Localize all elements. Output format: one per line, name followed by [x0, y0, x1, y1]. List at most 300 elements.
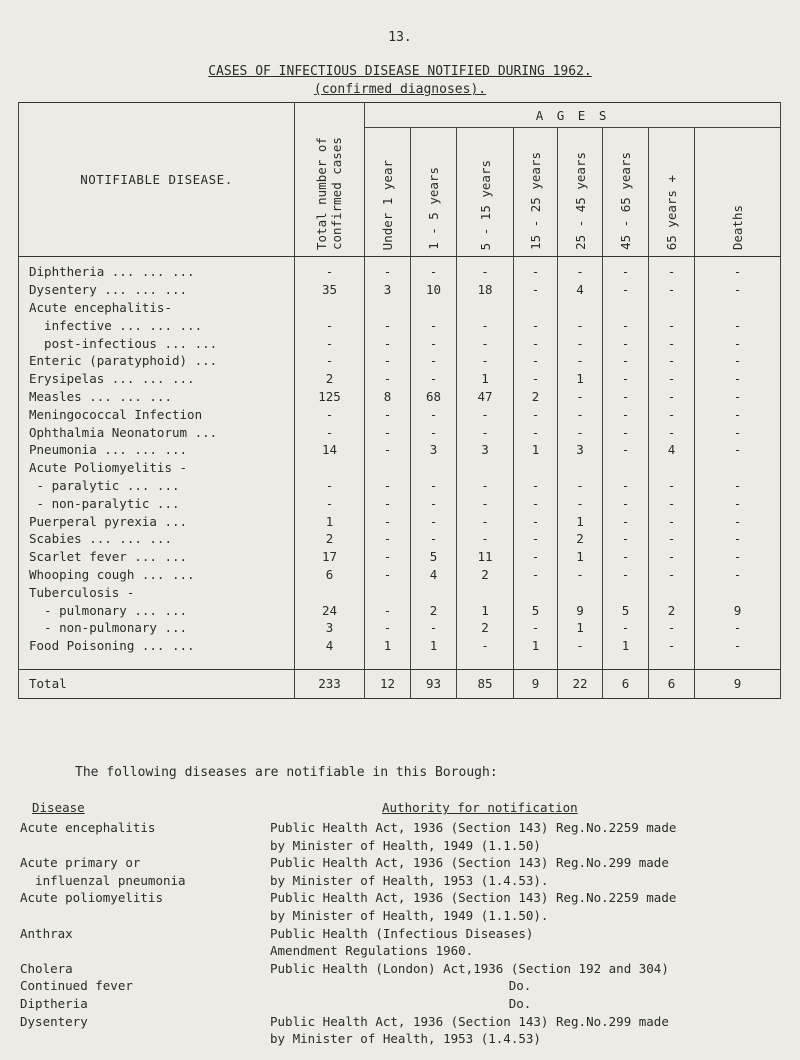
age-count-cell: -: [603, 530, 649, 548]
notifiable-note: The following diseases are notifiable in this Borough:: [75, 765, 498, 780]
age-count-cell: -: [411, 334, 457, 352]
age-count-cell: -: [411, 316, 457, 334]
disease-name-cell: - non-paralytic ...: [19, 494, 295, 512]
age-count-cell: -: [457, 530, 514, 548]
age-count-cell: 1: [558, 619, 603, 637]
deaths-cell: [695, 459, 781, 477]
age-count-cell: -: [649, 316, 695, 334]
age-count-cell: -: [514, 530, 558, 548]
age-count-cell: [514, 459, 558, 477]
table-row: [19, 459, 781, 477]
table-row: [19, 566, 781, 584]
total-cases-cell: -: [295, 494, 365, 512]
disease-name-cell: Scabies ... ... ...: [19, 530, 295, 548]
deaths-cell: -: [695, 494, 781, 512]
authority-disease: Acute encephalitis: [20, 820, 156, 835]
total-value-cell: 9: [695, 669, 781, 698]
deaths-cell: -: [695, 548, 781, 566]
authority-row: [0, 926, 800, 944]
age-count-cell: -: [558, 257, 603, 281]
total-cases-cell: -: [295, 477, 365, 495]
age-count-cell: -: [649, 566, 695, 584]
age-count-cell: [649, 299, 695, 317]
table-row: [19, 388, 781, 406]
disease-name-cell: Whooping cough ... ...: [19, 566, 295, 584]
age-count-cell: [603, 583, 649, 601]
age-count-cell: 1: [365, 637, 411, 655]
total-cases-cell: 24: [295, 601, 365, 619]
table-row: [19, 257, 781, 281]
age-count-cell: -: [457, 257, 514, 281]
age-count-cell: [457, 299, 514, 317]
age-count-cell: -: [365, 257, 411, 281]
age-count-cell: 1: [558, 548, 603, 566]
age-count-cell: [411, 299, 457, 317]
age-count-cell: -: [411, 257, 457, 281]
deaths-cell: -: [695, 619, 781, 637]
age-count-cell: -: [514, 512, 558, 530]
page-subtitle: [0, 82, 800, 97]
age-count-cell: -: [603, 405, 649, 423]
age-count-cell: -: [649, 494, 695, 512]
age-count-cell: 1: [558, 512, 603, 530]
age-count-cell: -: [603, 388, 649, 406]
age-count-cell: -: [603, 494, 649, 512]
age-count-cell: -: [514, 423, 558, 441]
age-count-cell: -: [457, 423, 514, 441]
age-count-cell: -: [365, 530, 411, 548]
table-row: [19, 423, 781, 441]
age-count-cell: -: [603, 619, 649, 637]
authority-row: [0, 1014, 800, 1032]
authority-text: Do.: [508, 995, 532, 1011]
age-column-header-text: Under 1 year: [380, 159, 395, 250]
disease-name-cell: - non-pulmonary ...: [19, 619, 295, 637]
age-count-cell: -: [457, 334, 514, 352]
total-cases-cell: 35: [295, 281, 365, 299]
total-value-cell: 6: [603, 669, 649, 698]
ages-header: A G E S: [365, 103, 781, 128]
age-column-header: [457, 128, 514, 257]
age-count-cell: 1: [514, 441, 558, 459]
authority-disease: Acute poliomyelitis: [20, 890, 163, 906]
age-column-header: [411, 128, 457, 257]
age-count-cell: [365, 583, 411, 601]
age-count-cell: -: [365, 352, 411, 370]
age-count-cell: -: [411, 512, 457, 530]
table-row: [19, 441, 781, 459]
age-count-cell: -: [365, 566, 411, 584]
age-count-cell: -: [558, 423, 603, 441]
spacer-cell: [411, 655, 457, 670]
page-title: [0, 64, 800, 79]
age-count-cell: -: [558, 352, 603, 370]
disease-column-header: NOTIFIABLE DISEASE.: [19, 103, 295, 257]
age-count-cell: 9: [558, 601, 603, 619]
age-count-cell: -: [365, 370, 411, 388]
age-count-cell: -: [649, 257, 695, 281]
age-count-cell: [649, 459, 695, 477]
disease-name-cell: post-infectious ... ...: [19, 334, 295, 352]
age-count-cell: -: [603, 257, 649, 281]
age-count-cell: 5: [603, 601, 649, 619]
age-column-header-text: 5 - 15 years: [477, 159, 493, 250]
age-count-cell: -: [603, 352, 649, 370]
table-row: [19, 637, 781, 655]
age-count-cell: 2: [514, 388, 558, 406]
deaths-cell: -: [695, 257, 781, 281]
disease-name-cell: Meningococcal Infection: [19, 405, 295, 423]
age-count-cell: 18: [457, 281, 514, 299]
total-value-cell: 9: [514, 669, 558, 698]
age-column-header-text: 1 - 5 years: [426, 167, 441, 250]
age-count-cell: -: [649, 405, 695, 423]
age-count-cell: 1: [514, 637, 558, 655]
age-count-cell: [365, 299, 411, 317]
age-count-cell: 1: [558, 370, 603, 388]
age-count-cell: 10: [411, 281, 457, 299]
deaths-cell: -: [695, 334, 781, 352]
table-row: [19, 477, 781, 495]
total-cases-cell: 2: [295, 370, 365, 388]
age-count-cell: -: [411, 370, 457, 388]
table-row: [19, 370, 781, 388]
age-count-cell: -: [457, 477, 514, 495]
age-count-cell: -: [365, 601, 411, 619]
disease-name-cell: Measles ... ... ...: [19, 388, 295, 406]
authority-row: [0, 961, 800, 979]
disease-name-cell: Puerperal pyrexia ...: [19, 512, 295, 530]
table-row: [19, 494, 781, 512]
age-count-cell: -: [457, 494, 514, 512]
disease-name-cell: Enteric (paratyphoid) ...: [19, 352, 295, 370]
disease-name-cell: Scarlet fever ... ...: [19, 548, 295, 566]
authority-text: Amendment Regulations 1960.: [270, 943, 474, 959]
age-count-cell: -: [411, 423, 457, 441]
age-count-cell: [603, 299, 649, 317]
total-value-cell: 12: [365, 669, 411, 698]
age-count-cell: -: [558, 334, 603, 352]
age-count-cell: -: [411, 477, 457, 495]
spacer-cell: [695, 655, 781, 670]
total-cases-cell: 1: [295, 512, 365, 530]
authority-disease: Dysentery: [20, 1013, 88, 1029]
disease-name-cell: Dysentery ... ... ...: [19, 281, 295, 299]
age-count-cell: -: [365, 512, 411, 530]
age-count-cell: 3: [558, 441, 603, 459]
deaths-cell: -: [695, 316, 781, 334]
authority-text: Do.: [508, 978, 532, 994]
total-column-header: [295, 103, 365, 257]
age-count-cell: -: [411, 494, 457, 512]
age-column-header-text: 65 years +: [664, 174, 679, 250]
table-row: [19, 334, 781, 352]
age-column-header: [603, 128, 649, 257]
deaths-cell: [695, 583, 781, 601]
deaths-cell: -: [695, 512, 781, 530]
total-cases-cell: 14: [295, 441, 365, 459]
authority-text: Public Health (Infectious Diseases): [270, 925, 534, 941]
spacer-row: [19, 655, 781, 670]
age-count-cell: -: [457, 512, 514, 530]
deaths-cell: -: [695, 530, 781, 548]
authority-row: [0, 838, 800, 856]
age-count-cell: -: [411, 530, 457, 548]
cases-table: [18, 102, 781, 699]
table-row: [19, 619, 781, 637]
age-count-cell: 4: [411, 566, 457, 584]
age-count-cell: 2: [649, 601, 695, 619]
age-count-cell: -: [514, 352, 558, 370]
total-cases-cell: -: [295, 316, 365, 334]
spacer-cell: [19, 655, 295, 670]
authority-text: Public Health Act, 1936 (Section 143) Reg.No.299 made: [270, 1013, 669, 1029]
age-count-cell: -: [365, 494, 411, 512]
age-count-cell: 2: [558, 530, 603, 548]
total-cases-cell: -: [295, 423, 365, 441]
deaths-cell: -: [695, 281, 781, 299]
age-count-cell: -: [411, 405, 457, 423]
age-count-cell: -: [365, 334, 411, 352]
total-cases-cell: [295, 459, 365, 477]
age-count-cell: -: [514, 370, 558, 388]
age-count-cell: -: [649, 512, 695, 530]
disease-name-cell: Diphtheria ... ... ...: [19, 257, 295, 281]
age-count-cell: 1: [457, 601, 514, 619]
spacer-cell: [514, 655, 558, 670]
age-count-cell: 2: [457, 619, 514, 637]
age-count-cell: -: [649, 530, 695, 548]
disease-name-cell: Tuberculosis -: [19, 583, 295, 601]
authority-disease: Acute primary or: [20, 855, 141, 871]
age-count-cell: -: [514, 566, 558, 584]
age-count-cell: -: [603, 477, 649, 495]
total-value-cell: 85: [457, 669, 514, 698]
page-subtitle-text: (confirmed diagnoses).: [313, 82, 487, 97]
spacer-cell: [649, 655, 695, 670]
total-cases-cell: 3: [295, 619, 365, 637]
age-count-cell: -: [514, 477, 558, 495]
age-count-cell: -: [603, 281, 649, 299]
authority-text: by Minister of Health, 1949 (1.1.50): [270, 837, 541, 853]
age-count-cell: -: [411, 619, 457, 637]
age-count-cell: [411, 459, 457, 477]
total-value-cell: 22: [558, 669, 603, 698]
authority-disease: Cholera: [20, 960, 73, 976]
age-count-cell: -: [514, 548, 558, 566]
table-row: [19, 316, 781, 334]
authority-text: by Minister of Health, 1953 (1.4.53): [270, 1031, 541, 1047]
total-cases-cell: -: [295, 405, 365, 423]
age-count-cell: [514, 583, 558, 601]
deaths-column-header: [695, 128, 781, 257]
total-row: [19, 669, 781, 698]
table-row: [19, 601, 781, 619]
total-value-cell: 93: [411, 669, 457, 698]
age-count-cell: -: [514, 494, 558, 512]
deaths-cell: -: [695, 370, 781, 388]
authority-disease: Diptheria: [20, 995, 88, 1011]
age-count-cell: -: [649, 619, 695, 637]
spacer-cell: [558, 655, 603, 670]
age-count-cell: -: [649, 352, 695, 370]
age-count-cell: -: [649, 548, 695, 566]
age-count-cell: 1: [457, 370, 514, 388]
deaths-cell: [695, 299, 781, 317]
disease-name-cell: infective ... ... ...: [19, 316, 295, 334]
table-row: [19, 548, 781, 566]
total-cases-cell: [295, 583, 365, 601]
age-count-cell: -: [558, 388, 603, 406]
age-count-cell: 68: [411, 388, 457, 406]
authority-text: Public Health (London) Act,1936 (Section 192 and 304): [270, 960, 669, 976]
table-row: [19, 512, 781, 530]
age-count-cell: [365, 459, 411, 477]
age-column-header-text: 15 - 25 years: [528, 152, 543, 250]
deaths-column-header-text: Deaths: [730, 204, 746, 250]
age-count-cell: 2: [411, 601, 457, 619]
age-count-cell: 5: [514, 601, 558, 619]
authority-row: [0, 855, 800, 873]
total-cases-cell: 6: [295, 566, 365, 584]
deaths-cell: -: [695, 441, 781, 459]
age-column-header-text: 45 - 65 years: [618, 152, 633, 250]
age-count-cell: [649, 583, 695, 601]
age-count-cell: -: [365, 405, 411, 423]
age-count-cell: -: [603, 423, 649, 441]
age-count-cell: -: [603, 548, 649, 566]
age-column-header: [365, 128, 411, 257]
page-title-text: CASES OF INFECTIOUS DISEASE NOTIFIED DURING 1962.: [208, 64, 592, 79]
age-count-cell: -: [603, 334, 649, 352]
age-count-cell: 3: [457, 441, 514, 459]
page-number: 13.: [388, 30, 412, 45]
age-column-header: [558, 128, 603, 257]
age-count-cell: 8: [365, 388, 411, 406]
authority-disease: influenzal pneumonia: [20, 872, 186, 888]
authority-heading: Authority for notification: [382, 800, 578, 815]
age-count-cell: -: [603, 316, 649, 334]
age-count-cell: -: [649, 637, 695, 655]
authority-row: [0, 890, 800, 908]
age-count-cell: -: [457, 637, 514, 655]
total-cases-cell: -: [295, 352, 365, 370]
disease-name-cell: Erysipelas ... ... ...: [19, 370, 295, 388]
disease-name-cell: - paralytic ... ...: [19, 477, 295, 495]
authority-row: [0, 873, 800, 891]
authority-disease: Anthrax: [20, 925, 73, 941]
authority-text: Public Health Act, 1936 (Section 143) Reg.No.2259 made: [270, 890, 677, 906]
total-cases-cell: 4: [295, 637, 365, 655]
age-count-cell: [558, 583, 603, 601]
spacer-cell: [365, 655, 411, 670]
deaths-cell: 9: [695, 601, 781, 619]
total-value-cell: 6: [649, 669, 695, 698]
disease-name-cell: Acute encephalitis-: [19, 299, 295, 317]
authority-text: Public Health Act, 1936 (Section 143) Reg.No.2259 made: [270, 820, 677, 835]
age-count-cell: -: [649, 477, 695, 495]
total-label: Total: [19, 669, 295, 698]
age-count-cell: [457, 583, 514, 601]
age-count-cell: -: [457, 352, 514, 370]
total-cases-cell: -: [295, 334, 365, 352]
table-row: [19, 281, 781, 299]
age-column-header-text: 25 - 45 years: [572, 152, 588, 250]
authority-text: Public Health Act, 1936 (Section 143) Reg.No.299 made: [270, 855, 669, 871]
age-count-cell: -: [457, 316, 514, 334]
age-count-cell: -: [365, 619, 411, 637]
age-count-cell: -: [457, 405, 514, 423]
deaths-cell: -: [695, 405, 781, 423]
authority-text: by Minister of Health, 1949 (1.1.50).: [270, 907, 549, 923]
age-count-cell: -: [365, 548, 411, 566]
total-column-header-text: Total number of confirmed cases: [313, 137, 344, 250]
age-column-header: [649, 128, 695, 257]
authority-row: [0, 1031, 800, 1049]
age-count-cell: 3: [411, 441, 457, 459]
authority-disease: Continued fever: [20, 978, 133, 994]
deaths-cell: -: [695, 477, 781, 495]
authority-row: [0, 908, 800, 926]
authority-list: [0, 820, 800, 1049]
spacer-cell: [603, 655, 649, 670]
age-count-cell: -: [514, 316, 558, 334]
table-row: [19, 352, 781, 370]
age-count-cell: -: [603, 441, 649, 459]
authority-text: by Minister of Health, 1953 (1.4.53).: [270, 872, 549, 888]
age-count-cell: -: [365, 316, 411, 334]
age-count-cell: 4: [558, 281, 603, 299]
age-count-cell: 4: [649, 441, 695, 459]
disease-heading: Disease: [32, 800, 85, 815]
spacer-cell: [457, 655, 514, 670]
age-count-cell: 1: [603, 637, 649, 655]
total-cases-cell: 17: [295, 548, 365, 566]
age-count-cell: 3: [365, 281, 411, 299]
age-count-cell: [558, 459, 603, 477]
total-cases-cell: [295, 299, 365, 317]
age-column-header: [514, 128, 558, 257]
age-count-cell: -: [514, 405, 558, 423]
age-count-cell: [514, 299, 558, 317]
authority-row: [0, 820, 800, 838]
disease-name-cell: Ophthalmia Neonatorum ...: [19, 423, 295, 441]
deaths-cell: -: [695, 566, 781, 584]
age-count-cell: [603, 459, 649, 477]
table-row: [19, 299, 781, 317]
disease-name-cell: Pneumonia ... ... ...: [19, 441, 295, 459]
age-count-cell: -: [411, 352, 457, 370]
age-count-cell: 11: [457, 548, 514, 566]
disease-name-cell: - pulmonary ... ...: [19, 601, 295, 619]
age-count-cell: -: [603, 566, 649, 584]
age-count-cell: 47: [457, 388, 514, 406]
age-count-cell: -: [603, 370, 649, 388]
age-count-cell: -: [514, 619, 558, 637]
deaths-cell: -: [695, 637, 781, 655]
authority-row: [0, 978, 800, 996]
age-count-cell: [411, 583, 457, 601]
age-count-cell: -: [514, 281, 558, 299]
age-count-cell: -: [514, 257, 558, 281]
authority-row: [0, 996, 800, 1014]
spacer-cell: [295, 655, 365, 670]
authority-row: [0, 943, 800, 961]
total-value-cell: 233: [295, 669, 365, 698]
age-count-cell: -: [649, 334, 695, 352]
age-count-cell: -: [558, 566, 603, 584]
deaths-cell: -: [695, 388, 781, 406]
